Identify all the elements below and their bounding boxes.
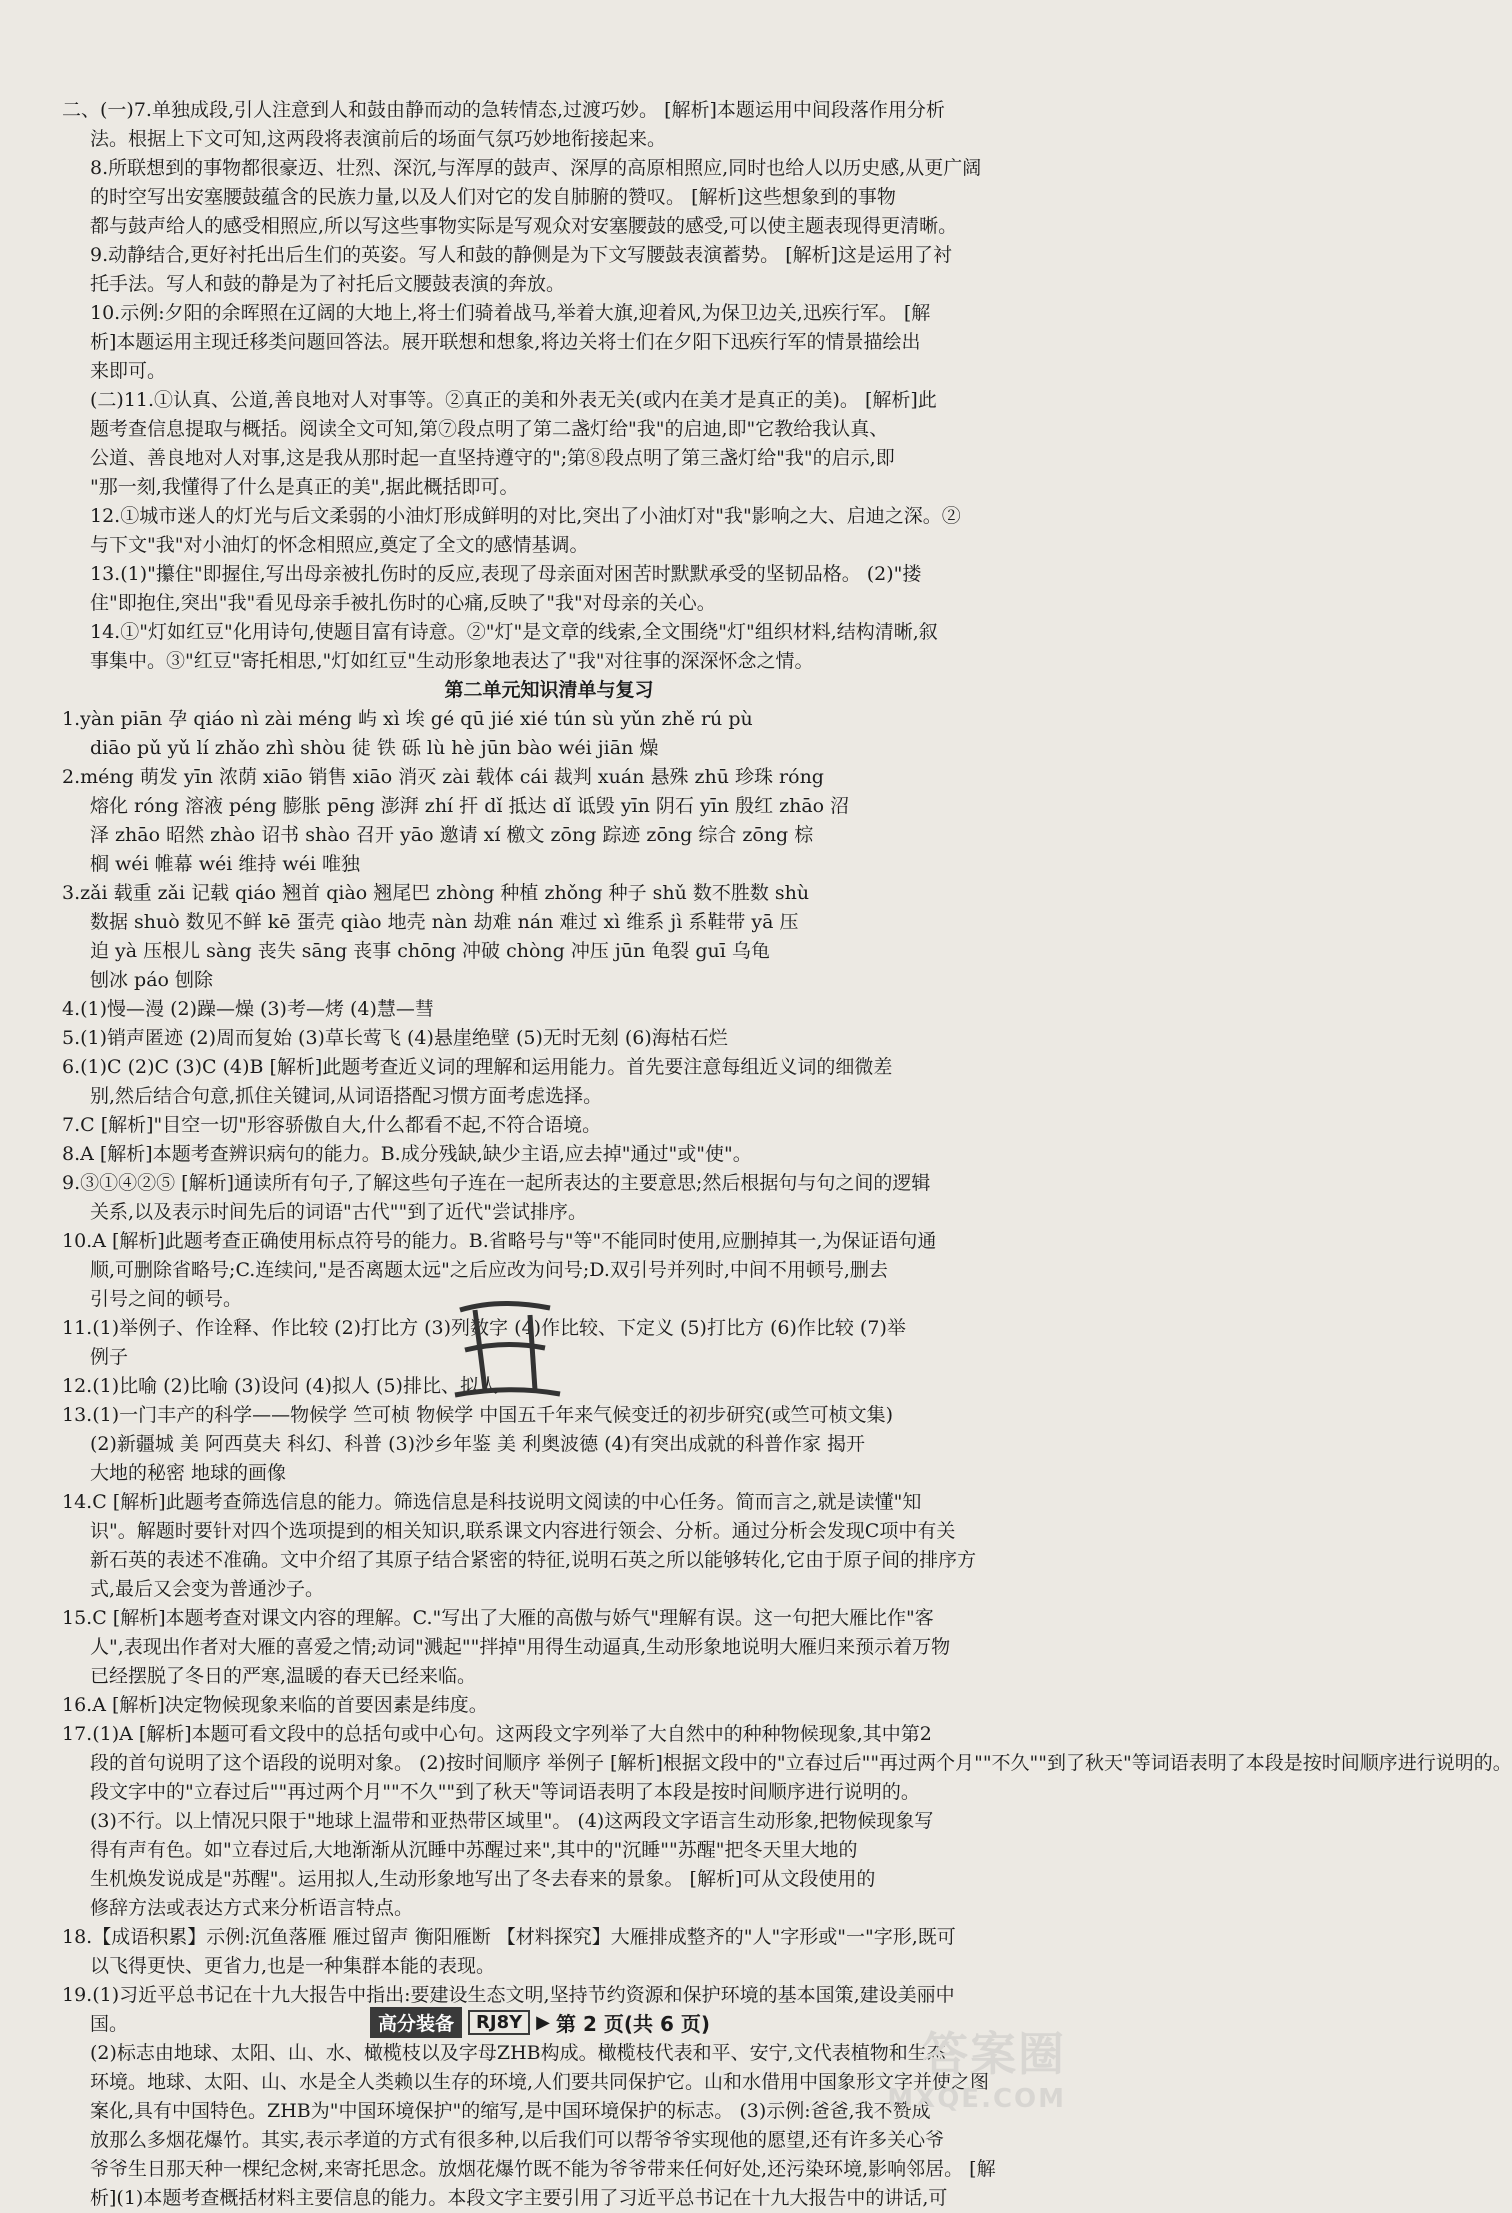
text-line: 析](1)本题考查概括材料主要信息的能力。本段文字主要引用了习近平总书记在十九大报告中的讲话,可 — [90, 2187, 948, 2209]
text-line: 法。根据上下文可知,这两段将表演前后的场面气氛巧妙地衔接起来。 — [90, 128, 667, 150]
text-line: 生机焕发说成是"苏醒"。运用拟人,生动形象地写出了冬去春来的景象。 [解析]可从文段使用的 — [90, 1868, 876, 1890]
text-line: 爷爷生日那天种一棵纪念树,来寄托思念。放烟花爆竹既不能为爷爷带来任何好处,还污染环境,影响邻居。 [解 — [90, 2158, 996, 2180]
text-line: 新石英的表述不准确。文中介绍了其原子结合紧密的特征,说明石英之所以能够转化,它由于原子间的排序方 — [90, 1549, 977, 1571]
watermark-line-1: 答案圈 — [922, 2027, 1066, 2081]
text-line: 12.(1)比喻 (2)比喻 (3)设问 (4)拟人 (5)排比、拟人 — [62, 1375, 498, 1397]
text-line: 10.A [解析]此题考查正确使用标点符号的能力。B.省略号与"等"不能同时使用,应删掉其一,为保证语句通 — [62, 1230, 937, 1252]
text-line: (3)不行。以上情况只限于"地球上温带和亚热带区域里"。 (4)这两段文字语言生动形象,把物候现象写 — [90, 1810, 934, 1832]
text-line: 与下文"我"对小油灯的怀念相照应,奠定了全文的感情基调。 — [90, 534, 589, 556]
text-line: 引号之间的顿号。 — [90, 1288, 243, 1310]
text-line: 人",表现出作者对大雁的喜爱之情;动词"溅起""拌掉"用得生动逼真,生动形象地说明大雁归来预示着万物 — [90, 1636, 951, 1658]
text-line: 18.【成语积累】示例:沉鱼落雁 雁过留声 衡阳雁断 【材料探究】大雁排成整齐的"人"字形或"一"字形,既可 — [62, 1926, 956, 1948]
text-line: 10.示例:夕阳的余晖照在辽阔的大地上,将士们骑着战马,举着大旗,迎着风,为保卫边关,迅疾行军。 [解 — [90, 302, 931, 324]
text-line: 泽 zhāo 昭然 zhào 诏书 shào 召开 yāo 邀请 xí 檄文 zōng 踪迹 zōng 综合 zōng 棕 — [90, 824, 814, 846]
text-line: 9.动静结合,更好衬托出后生们的英姿。写人和鼓的静侧是为下文写腰鼓表演蓄势。 [解析]这是运用了衬 — [90, 244, 953, 266]
text-line: 的时空写出安塞腰鼓蕴含的民族力量,以及人们对它的发自肺腑的赞叹。 [解析]这些想象到的事物 — [90, 186, 896, 208]
text-line: 数据 shuò 数见不鲜 kē 蛋壳 qiào 地壳 nàn 劫难 nán 难过 xì 维系 jì 系鞋带 yā 压 — [90, 911, 799, 933]
text-line: 熔化 róng 溶液 péng 膨胀 pēng 澎湃 zhí 扞 dǐ 抵达 dǐ 诋毁 yīn 阴石 yīn 殷红 zhāo 沼 — [90, 795, 850, 817]
text-line: 顺,可删除省略号;C.连续问,"是否离题太远"之后应改为问号;D.双引号并列时,中间不用顿号,删去 — [90, 1259, 888, 1281]
text-line: 2.méng 萌发 yīn 浓荫 xiāo 销售 xiāo 消灭 zài 载体 cái 裁判 xuán 悬殊 zhū 珍珠 róng — [62, 766, 824, 788]
text-line: (二)11.①认真、公道,善良地对人对事等。②真正的美和外表无关(或内在美才是真正的美)。 [解析]此 — [90, 389, 937, 411]
text-line: 别,然后结合句意,抓住关键词,从词语搭配习惯方面考虑选择。 — [90, 1085, 603, 1107]
edition-code: RJ8Y — [468, 2010, 530, 2035]
text-line: 放那么多烟花爆竹。其实,表示孝道的方式有很多种,以后我们可以帮爷爷实现他的愿望,还有许多关心爷 — [90, 2129, 945, 2151]
text-line: 析]本题运用主现迁移类问题回答法。展开联想和想象,将边关将士们在夕阳下迅疾行军的情景描绘出 — [90, 331, 921, 353]
text-line: 4.(1)慢—漫 (2)躁—燥 (3)考—烤 (4)慧—彗 — [62, 998, 434, 1020]
text-line: 案化,具有中国特色。ZHB为"中国环境保护"的缩写,是中国环境保护的标志。 (3)示例:爸爸,我不赞成 — [90, 2100, 931, 2122]
text-line: 式,最后又会变为普通沙子。 — [90, 1578, 325, 1600]
text-line: 14.①"灯如红豆"化用诗句,使题目富有诗意。②"灯"是文章的线索,全文围绕"灯"组织材料,结构清晰,叙 — [90, 621, 938, 643]
text-line: 公道、善良地对人对事,这是我从那时起一直坚持遵守的";第⑧段点明了第三盏灯给"我"的启示,即 — [90, 447, 895, 469]
arrow-icon: ▶ — [536, 2011, 550, 2033]
brand-label: 高分装备 — [370, 2007, 462, 2038]
text-line: 8.所联想到的事物都很豪迈、壮烈、深沉,与浑厚的鼓声、深厚的高原相照应,同时也给人以历史感,从更广阔 — [90, 157, 982, 179]
text-line: 关系,以及表示时间先后的词语"古代""到了近代"尝试排序。 — [90, 1201, 587, 1223]
text-line: diāo pǔ yǔ lí zhǎo zhì shòu 徒 铁 砾 lù hè jūn bào wéi jiān 燥 — [90, 737, 659, 759]
text-line: 修辞方法或表达方式来分析语言特点。 — [90, 1897, 414, 1919]
text-line: 8.A [解析]本题考查辨识病句的能力。B.成分残缺,缺少主语,应去掉"通过"或"使"。 — [62, 1143, 752, 1165]
text-line: 15.C [解析]本题考查对课文内容的理解。C."写出了大雁的高傲与娇气"理解有误。这一句把大雁比作"客 — [62, 1607, 934, 1629]
text-line: 12.①城市迷人的灯光与后文柔弱的小油灯形成鲜明的对比,突出了小油灯对"我"影响之大、启迪之深。② — [90, 505, 961, 527]
text-line: 环境。地球、太阳、山、水是全人类赖以生存的环境,人们要共同保护它。山和水借用中国象形文字并使之图 — [90, 2071, 990, 2093]
text-line: "那一刻,我懂得了什么是真正的美",据此概括即可。 — [90, 476, 519, 498]
text-line: 刨冰 páo 刨除 — [90, 969, 214, 991]
watermark-line-2: MXQE.COM — [887, 2084, 1066, 2114]
text-line: 托手法。写人和鼓的静是为了衬托后文腰鼓表演的奔放。 — [90, 273, 566, 295]
text-line: 3.zǎi 载重 zǎi 记载 qiáo 翘首 qiào 翘尾巴 zhòng 种植 zhǒng 种子 shǔ 数不胜数 shù — [62, 882, 810, 904]
text-line: 段文字中的"立春过后""再过两个月""不久""到了秋天"等词语表明了本段是按时间顺序进行说明的。 — [90, 1781, 920, 1803]
text-line: 9.③①④②⑤ [解析]通读所有句子,了解这些句子连在一起所表达的主要意思;然后根据句与句之间的逻辑 — [62, 1172, 931, 1194]
page-number: 第 2 页(共 6 页) — [556, 2011, 710, 2036]
text-line: 以飞得更快、更省力,也是一种集群本能的表现。 — [90, 1955, 496, 1977]
text-line: 迫 yà 压根儿 sàng 丧失 sāng 丧事 chōng 冲破 chòng 冲压 jūn 龟裂 guī 乌龟 — [90, 940, 770, 962]
text-line: 已经摆脱了冬日的严寒,温暖的春天已经来临。 — [90, 1665, 477, 1687]
text-line: 二、(一)7.单独成段,引人注意到人和鼓由静而动的急转情态,过渡巧妙。 [解析]本题运用中间段落作用分析 — [62, 99, 945, 121]
text-line: 16.A [解析]决定物候现象来临的首要因素是纬度。 — [62, 1694, 488, 1716]
page-footer — [0, 2005, 1080, 2039]
answer-document — [62, 96, 1512, 2213]
section-heading: 第二单元知识清单与复习 — [444, 679, 654, 701]
text-line: 榈 wéi 帷幕 wéi 维持 wéi 唯独 — [90, 853, 360, 875]
text-line: 事集中。③"红豆"寄托相思,"灯如红豆"生动形象地表达了"我"对往事的深深怀念之情。 — [90, 650, 814, 672]
text-line: (2)标志由地球、太阳、山、水、橄榄枝以及字母ZHB构成。橄榄枝代表和平、安宁,文代表植物和生态 — [90, 2042, 946, 2064]
text-line: 14.C [解析]此题考查筛选信息的能力。筛选信息是科技说明文阅读的中心任务。简而言之,就是读懂"知 — [62, 1491, 922, 1513]
text-line: 13.(1)"攥住"即握住,写出母亲被扎伤时的反应,表现了母亲面对困苦时默默承受的坚韧品格。 (2)"搂 — [90, 563, 922, 585]
text-line: 都与鼓声给人的感受相照应,所以写这些事物实际是写观众对安塞腰鼓的感受,可以使主题表现得更清晰。 — [90, 215, 958, 237]
text-line: 11.(1)举例子、作诠释、作比较 (2)打比方 (3)列数字 (4)作比较、下定义 (5)打比方 (6)作比较 (7)举 — [62, 1317, 906, 1339]
text-line: 例子 — [90, 1346, 129, 1368]
text-line: 段的首句说明了这个语段的说明对象。 (2)按时间顺序 举例子 [解析]根据文段中的"立春过后""再过两个月""不久""到了秋天"等词语表明了本段是按时间顺序进行说明的。 — [90, 1752, 1512, 1774]
text-line: 5.(1)销声匿迹 (2)周而复始 (3)草长莺飞 (4)悬崖绝壁 (5)无时无刻 (6)海枯石烂 — [62, 1027, 728, 1049]
text-line: 识"。解题时要针对四个选项提到的相关知识,联系课文内容进行领会、分析。通过分析会发现C项中有关 — [90, 1520, 956, 1542]
text-line: 19.(1)习近平总书记在十九大报告中指出:要建设生态文明,坚持节约资源和保护环境的基本国策,建设美丽中 — [62, 1984, 955, 2006]
text-line: 得有声有色。如"立春过后,大地渐渐从沉睡中苏醒过来",其中的"沉睡""苏醒"把冬天里大地的 — [90, 1839, 858, 1861]
text-line: 6.(1)C (2)C (3)C (4)B [解析]此题考查近义词的理解和运用能力。首先要注意每组近义词的细微差 — [62, 1056, 893, 1078]
text-line: 17.(1)A [解析]本题可看文段中的总括句或中心句。这两段文字列举了大自然中的种种物候现象,其中第2 — [62, 1723, 932, 1745]
text-line: 来即可。 — [90, 360, 167, 382]
text-line: 13.(1)一门丰产的科学——物候学 竺可桢 物候学 中国五千年来气候变迁的初步研究(或竺可桢文集) — [62, 1404, 894, 1426]
text-line: (2)新疆城 美 阿西莫夫 科幻、科普 (3)沙乡年鉴 美 利奥波德 (4)有突出成就的科普作家 揭开 — [90, 1433, 866, 1455]
text-line: 1.yàn piān 孕 qiáo nì zài méng 屿 xì 埃 gé qū jié xié tún sù yǔn zhě rú pù — [62, 708, 753, 730]
text-line: 住"即抱住,突出"我"看见母亲手被扎伤时的心痛,反映了"我"对母亲的关心。 — [90, 592, 716, 614]
text-line: 7.C [解析]"目空一切"形容骄傲自大,什么都看不起,不符合语境。 — [62, 1114, 602, 1136]
text-line: 题考查信息提取与概括。阅读全文可知,第⑦段点明了第二盏灯给"我"的启迪,即"它教给我认真、 — [90, 418, 889, 440]
text-line: 国。 — [90, 2013, 129, 2035]
text-line: 大地的秘密 地球的画像 — [90, 1462, 287, 1484]
